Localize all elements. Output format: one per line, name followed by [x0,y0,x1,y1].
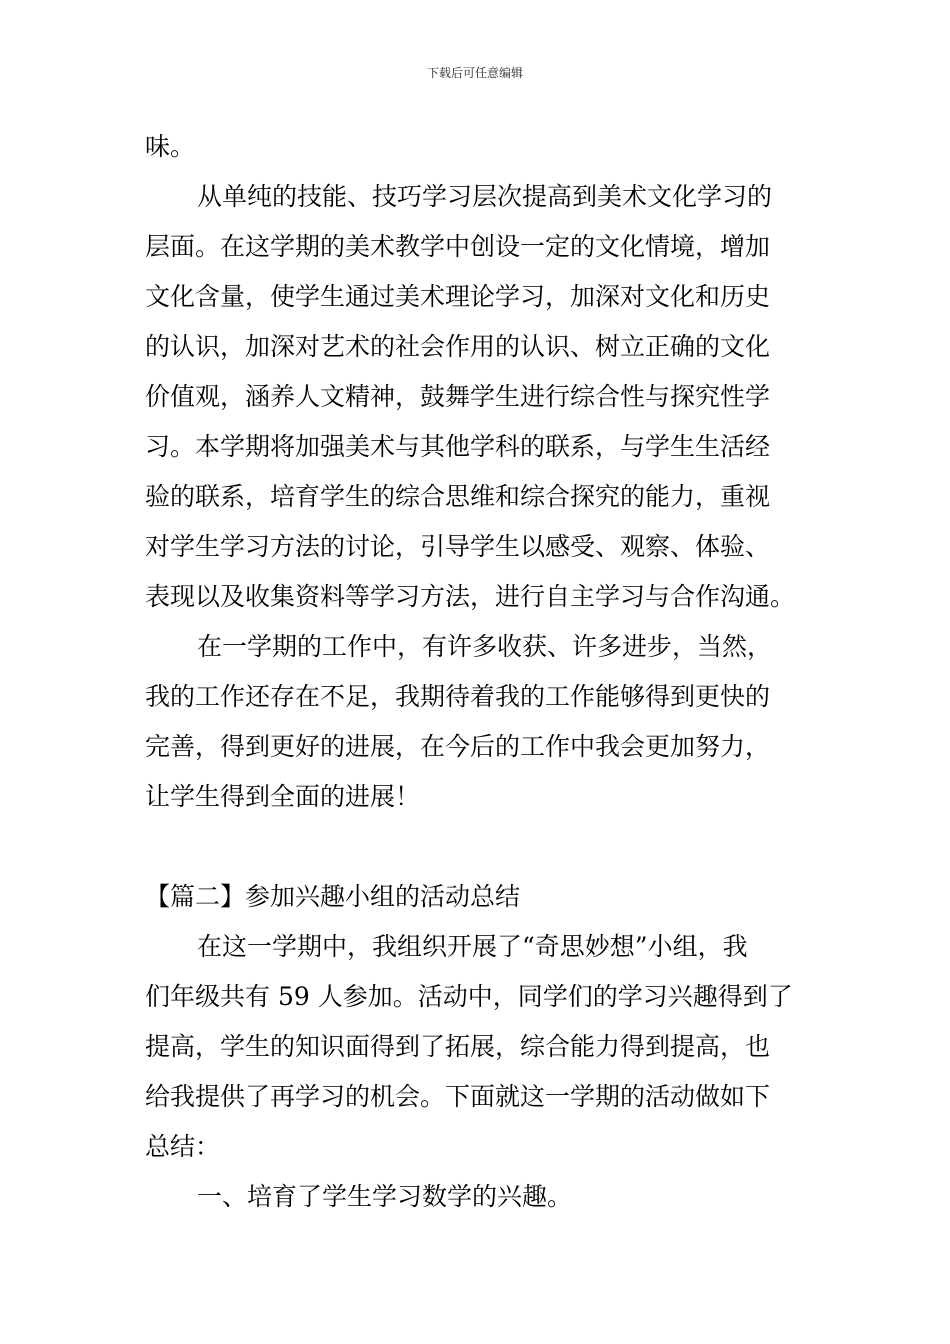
text-line: 价值观，涵养人文精神，鼓舞学生进行综合性与探究性学 [145,382,771,411]
section-heading: 【篇二】参加兴趣小组的活动总结 [145,882,521,911]
text-line: 味。 [145,132,196,161]
text-line: 让学生得到全面的进展！ [145,782,421,811]
text-line: 验的联系，培育学生的综合思维和综合探究的能力，重视 [145,482,771,511]
text-line: 提高，学生的知识面得到了拓展，综合能力得到提高，也 [145,1032,771,1061]
page-header: 下载后可任意编辑 [426,66,523,80]
text-line: 表现以及收集资料等学习方法，进行自主学习与合作沟通。 [145,582,796,611]
list-item-heading: 一、培育了学生学习数学的兴趣。 [197,1182,573,1211]
text-line: 完善，得到更好的进展，在今后的工作中我会更加努力， [145,732,771,761]
paragraph-first-line: 在一学期的工作中，有许多收获、许多进步，当然， [197,632,773,661]
blank-line [145,822,805,872]
text-line: 们年级共有 59 人参加。活动中，同学们的学习兴趣得到了 [145,982,793,1011]
document-body [145,122,805,1222]
text-line: 习。本学期将加强美术与其他学科的联系，与学生生活经 [145,432,771,461]
text-line: 我的工作还存在不足，我期待着我的工作能够得到更快的 [145,682,771,711]
paragraph-first-line: 从单纯的技能、技巧学习层次提高到美术文化学习的 [197,182,773,211]
text-line: 文化含量，使学生通过美术理论学习，加深对文化和历史 [145,282,771,311]
text-line: 层面。在这学期的美术教学中创设一定的文化情境，增加 [145,232,771,261]
text-line: 的认识，加深对艺术的社会作用的认识、树立正确的文化 [145,332,771,361]
paragraph-first-line: 在这一学期中，我组织开展了“奇思妙想”小组，我 [197,932,748,961]
text-line: 对学生学习方法的讨论，引导学生以感受、观察、体验、 [145,532,771,561]
text-line: 总结： [145,1132,221,1161]
text-line: 给我提供了再学习的机会。下面就这一学期的活动做如下 [145,1082,771,1111]
